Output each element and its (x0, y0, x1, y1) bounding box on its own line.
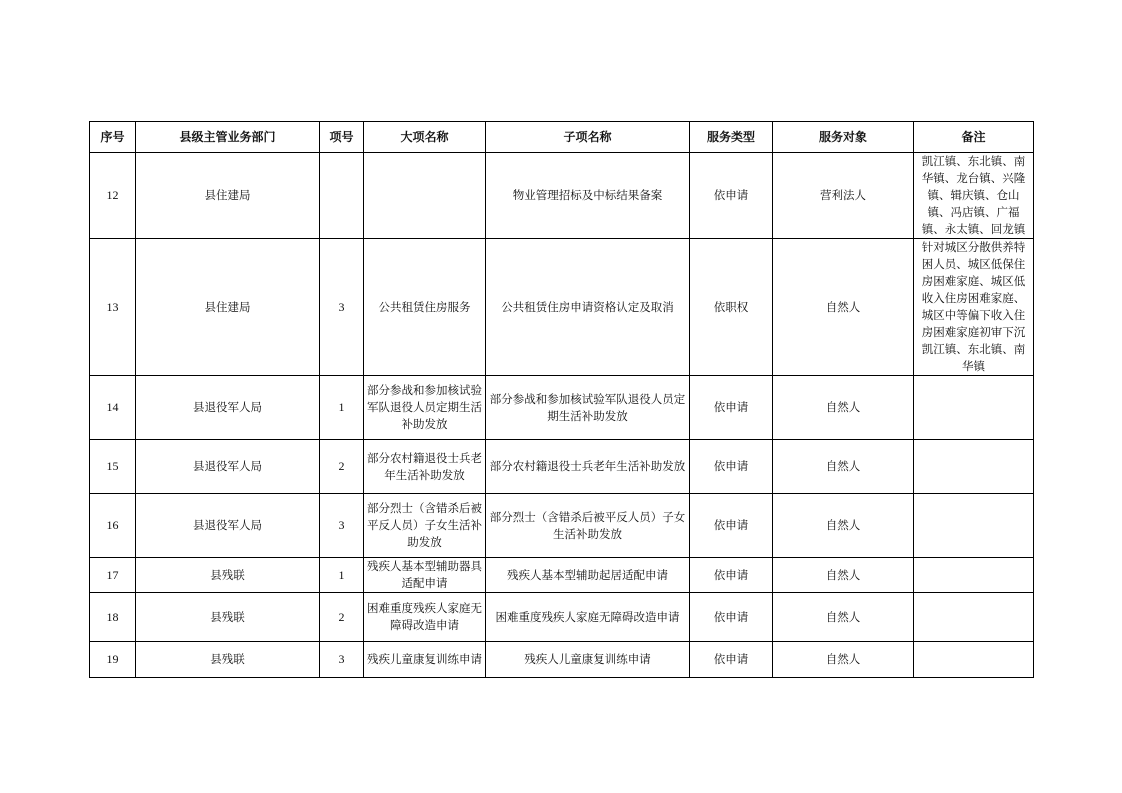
cell-seq: 15 (90, 440, 136, 494)
table-row (90, 558, 1034, 593)
cell-target: 自然人 (773, 593, 914, 642)
cell-target: 自然人 (773, 440, 914, 494)
cell-item-no (320, 153, 364, 239)
cell-sub-name: 部分参战和参加核试验军队退役人员定期生活补助发放 (486, 376, 690, 440)
cell-item-name: 公共租赁住房服务 (364, 239, 486, 376)
cell-service-type: 依申请 (690, 494, 773, 558)
cell-dept: 县残联 (136, 593, 320, 642)
cell-item-name: 残疾儿童康复训练申请 (364, 642, 486, 678)
cell-item-no: 3 (320, 239, 364, 376)
cell-target: 自然人 (773, 239, 914, 376)
cell-sub-name: 残疾人基本型辅助起居适配申请 (486, 558, 690, 593)
cell-remark (914, 558, 1034, 593)
cell-item-name: 部分烈士（含错杀后被平反人员）子女生活补助发放 (364, 494, 486, 558)
table-row (90, 642, 1034, 678)
table-row (90, 376, 1034, 440)
cell-dept: 县住建局 (136, 153, 320, 239)
cell-target: 自然人 (773, 558, 914, 593)
cell-sub-name: 残疾人儿童康复训练申请 (486, 642, 690, 678)
cell-item-name: 部分农村籍退役士兵老年生活补助发放 (364, 440, 486, 494)
cell-dept: 县退役军人局 (136, 494, 320, 558)
cell-seq: 16 (90, 494, 136, 558)
cell-target: 自然人 (773, 376, 914, 440)
cell-dept: 县残联 (136, 558, 320, 593)
cell-remark (914, 593, 1034, 642)
cell-dept: 县住建局 (136, 239, 320, 376)
service-items-table (89, 121, 1034, 678)
cell-target: 自然人 (773, 494, 914, 558)
table-row (90, 440, 1034, 494)
cell-service-type: 依申请 (690, 593, 773, 642)
header-sub-name: 子项名称 (486, 122, 690, 153)
cell-seq: 14 (90, 376, 136, 440)
header-target: 服务对象 (773, 122, 914, 153)
cell-item-name: 残疾人基本型辅助器具适配申请 (364, 558, 486, 593)
cell-sub-name: 公共租赁住房申请资格认定及取消 (486, 239, 690, 376)
cell-remark (914, 440, 1034, 494)
cell-service-type: 依申请 (690, 153, 773, 239)
cell-item-no: 3 (320, 494, 364, 558)
cell-sub-name: 部分农村籍退役士兵老年生活补助发放 (486, 440, 690, 494)
cell-remark (914, 494, 1034, 558)
cell-item-no: 1 (320, 558, 364, 593)
header-remark: 备注 (914, 122, 1034, 153)
cell-seq: 13 (90, 239, 136, 376)
cell-dept: 县退役军人局 (136, 440, 320, 494)
cell-seq: 12 (90, 153, 136, 239)
cell-item-name: 困难重度残疾人家庭无障碍改造申请 (364, 593, 486, 642)
cell-service-type: 依申请 (690, 558, 773, 593)
header-seq: 序号 (90, 122, 136, 153)
table-row (90, 153, 1034, 239)
cell-item-no: 2 (320, 593, 364, 642)
table-row (90, 239, 1034, 376)
cell-seq: 18 (90, 593, 136, 642)
header-item-no: 项号 (320, 122, 364, 153)
cell-target: 自然人 (773, 642, 914, 678)
header-item-name: 大项名称 (364, 122, 486, 153)
table-row (90, 593, 1034, 642)
cell-remark (914, 642, 1034, 678)
cell-item-name (364, 153, 486, 239)
cell-sub-name: 部分烈士（含错杀后被平反人员）子女生活补助发放 (486, 494, 690, 558)
cell-dept: 县退役军人局 (136, 376, 320, 440)
cell-item-no: 3 (320, 642, 364, 678)
cell-seq: 19 (90, 642, 136, 678)
cell-service-type: 依申请 (690, 642, 773, 678)
cell-sub-name: 困难重度残疾人家庭无障碍改造申请 (486, 593, 690, 642)
header-dept: 县级主管业务部门 (136, 122, 320, 153)
cell-remark: 凯江镇、东北镇、南华镇、龙台镇、兴隆镇、辑庆镇、仓山镇、冯店镇、广福镇、永太镇、回龙镇 (914, 153, 1034, 239)
cell-item-no: 1 (320, 376, 364, 440)
cell-service-type: 依职权 (690, 239, 773, 376)
cell-seq: 17 (90, 558, 136, 593)
cell-sub-name: 物业管理招标及中标结果备案 (486, 153, 690, 239)
cell-remark (914, 376, 1034, 440)
cell-target: 营利法人 (773, 153, 914, 239)
cell-service-type: 依申请 (690, 440, 773, 494)
header-service-type: 服务类型 (690, 122, 773, 153)
cell-item-no: 2 (320, 440, 364, 494)
table-header-row (90, 122, 1034, 153)
table-row (90, 494, 1034, 558)
cell-service-type: 依申请 (690, 376, 773, 440)
cell-item-name: 部分参战和参加核试验军队退役人员定期生活补助发放 (364, 376, 486, 440)
cell-remark: 针对城区分散供养特困人员、城区低保住房困难家庭、城区低收入住房困难家庭、城区中等偏下收入住房困难家庭初审下沉凯江镇、东北镇、南华镇 (914, 239, 1034, 376)
cell-dept: 县残联 (136, 642, 320, 678)
